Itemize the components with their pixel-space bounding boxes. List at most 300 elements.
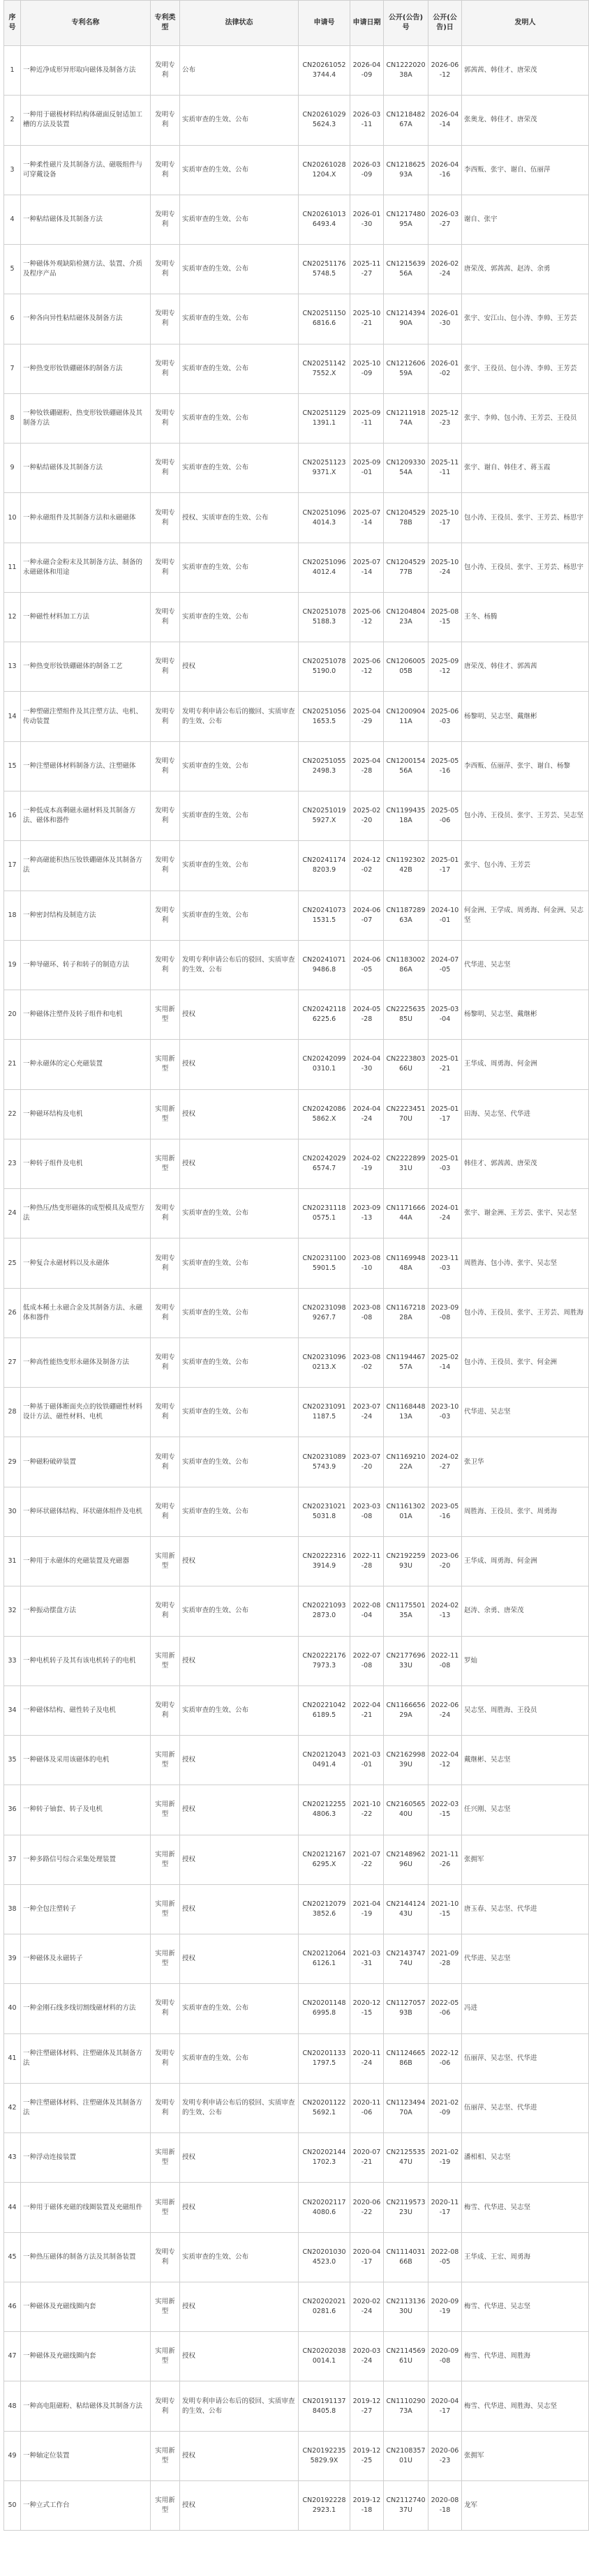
patent-name: 一种复合永磁材料以及永磁体 [21, 1238, 151, 1288]
application-date: 2021-04-19 [350, 1884, 384, 1934]
row-index: 45 [4, 2232, 21, 2282]
row-index: 18 [4, 891, 21, 940]
publication-date: 2025-05-16 [428, 741, 462, 791]
patent-name: 一种金刚石线多线切割线磁材料的方法 [21, 1984, 151, 2033]
table-row [4, 2133, 589, 2183]
publication-number: CN118728963A [384, 891, 428, 940]
row-index: 4 [4, 195, 21, 244]
patent-type: 发明专利 [151, 344, 180, 393]
patent-type: 发明专利 [151, 543, 180, 592]
patent-type: 实用新型 [151, 1736, 180, 1785]
publication-number: CN121563956A [384, 245, 428, 294]
row-index: 16 [4, 791, 21, 840]
table-row [4, 1089, 589, 1139]
patent-type: 发明专利 [151, 195, 180, 244]
publication-date: 2024-10-01 [428, 891, 462, 940]
application-number: CN202310911187.5 [299, 1388, 350, 1437]
application-number: CN201922355829.9X [299, 2431, 350, 2480]
publication-number: CN120480423A [384, 592, 428, 642]
publication-number: CN121748095A [384, 195, 428, 244]
inventors: 任兴刚、吴志坚 [462, 1785, 589, 1835]
publication-date: 2025-01-17 [428, 1089, 462, 1139]
application-date: 2024-02-19 [350, 1139, 384, 1188]
patent-type: 发明专利 [151, 444, 180, 493]
patent-type: 实用新型 [151, 1934, 180, 1984]
patent-type: 发明专利 [151, 96, 180, 145]
inventors: 周胜海、王役员、张宇、周勇海 [462, 1487, 589, 1536]
row-index: 47 [4, 2332, 21, 2381]
legal-status: 实质审查的生效、公布 [180, 791, 299, 840]
legal-status: 实质审查的生效、公布 [180, 344, 299, 393]
legal-status: 实质审查的生效、公布 [180, 891, 299, 940]
inventors: 王华成、王宏、周勇海 [462, 2232, 589, 2282]
row-index: 50 [4, 2481, 21, 2531]
application-date: 2025-06-12 [350, 592, 384, 642]
legal-status: 实质审查的生效、公布 [180, 2033, 299, 2083]
application-date: 2024-04-30 [350, 1040, 384, 1089]
legal-status: 授权 [180, 1139, 299, 1188]
application-date: 2022-11-28 [350, 1536, 384, 1586]
application-number: CN202610281204.X [299, 145, 350, 195]
patent-type: 实用新型 [151, 1040, 180, 1089]
publication-number: CN210835701U [384, 2431, 428, 2480]
publication-date: 2021-02-09 [428, 2083, 462, 2132]
patent-type: 发明专利 [151, 294, 180, 344]
publication-date: 2020-11-17 [428, 2183, 462, 2232]
table-row [4, 2431, 589, 2480]
inventors: 张宇、李帅、包小涛、王芳芸、王役员 [462, 393, 589, 443]
table-row [4, 1189, 589, 1238]
legal-status: 实质审查的生效、公布 [180, 393, 299, 443]
publication-number: CN211313630U [384, 2282, 428, 2331]
table-row [4, 1835, 589, 1884]
table-row [4, 2282, 589, 2331]
publication-number: CN120452977B [384, 543, 428, 592]
patent-name: 一种粘结磁体及其制备方法 [21, 195, 151, 244]
patent-name: 一种粘结磁体及其制备方法 [21, 444, 151, 493]
patent-table [3, 0, 589, 2531]
application-date: 2024-06-07 [350, 891, 384, 940]
inventors: 周胜海、包小涛、张宇、吴志坚 [462, 1238, 589, 1288]
patent-type: 实用新型 [151, 1785, 180, 1835]
publication-date: 2026-04-14 [428, 96, 462, 145]
row-index: 19 [4, 940, 21, 990]
application-number: CN202310215031.8 [299, 1487, 350, 1536]
table-row [4, 444, 589, 493]
publication-number: CN122202038A [384, 46, 428, 96]
inventors: 包小涛、王役员、张宇、王芳芸、周胜海 [462, 1288, 589, 1338]
patent-type: 实用新型 [151, 2431, 180, 2480]
inventors: 唐荣茂、郭茜茜、赵涛、余勇 [462, 245, 589, 294]
application-date: 2025-10-09 [350, 344, 384, 393]
application-number: CN202511506816.6 [299, 294, 350, 344]
publication-number: CN216299839U [384, 1736, 428, 1785]
patent-type: 实用新型 [151, 1536, 180, 1586]
patent-type: 发明专利 [151, 891, 180, 940]
patent-name: 一种永磁体的定心充磁装置 [21, 1040, 151, 1089]
application-number: CN202511427552.X [299, 344, 350, 393]
application-date: 2023-09-13 [350, 1189, 384, 1238]
inventors: 李西贩、张宇、谢自、伍丽萍 [462, 145, 589, 195]
publication-number: CN121191874A [384, 393, 428, 443]
row-index: 40 [4, 1984, 21, 2033]
publication-number: CN219225993U [384, 1536, 428, 1586]
patent-name: 一种转子铀套、转子及电机 [21, 1785, 151, 1835]
publication-number: CN222380366U [384, 1040, 428, 1089]
patent-type: 发明专利 [151, 245, 180, 294]
publication-date: 2025-10-24 [428, 543, 462, 592]
publication-date: 2021-10-15 [428, 1884, 462, 1934]
application-date: 2026-04-09 [350, 46, 384, 96]
patent-type: 发明专利 [151, 1189, 180, 1238]
table-row [4, 841, 589, 891]
application-number: CN202120430491.4 [299, 1736, 350, 1785]
table-row [4, 1736, 589, 1785]
application-number: CN202420990310.1 [299, 1040, 350, 1089]
application-date: 2020-02-24 [350, 2282, 384, 2331]
row-index: 37 [4, 1835, 21, 1884]
inventors: 杨黎明、吴志坚、戴继彬 [462, 990, 589, 1040]
table-row [4, 1785, 589, 1835]
application-number: CN202011331797.5 [299, 2033, 350, 2083]
publication-number: CN211274037U [384, 2481, 428, 2531]
patent-name: 一种用于永磁体的充磁装置及充磁器 [21, 1536, 151, 1586]
inventors: 张宇、谢自、韩佳才、蒋玉霞 [462, 444, 589, 493]
publication-date: 2025-10-17 [428, 493, 462, 543]
row-index: 24 [4, 1189, 21, 1238]
row-index: 36 [4, 1785, 21, 1835]
publication-number: CN112705793B [384, 1984, 428, 2033]
row-index: 33 [4, 1636, 21, 1685]
header-type: 专利类型 [151, 1, 180, 46]
table-row [4, 1884, 589, 1934]
publication-date: 2024-02-27 [428, 1437, 462, 1487]
publication-number: CN222345170U [384, 1089, 428, 1139]
inventors: 吴志坚、周胜海、王役员 [462, 1685, 589, 1735]
legal-status: 实质审查的生效、公布 [180, 1685, 299, 1735]
patent-name: 一种注塑磁体材料制备方法、注塑磁体 [21, 741, 151, 791]
application-date: 2021-10-22 [350, 1785, 384, 1835]
patent-type: 实用新型 [151, 2282, 180, 2331]
inventors: 张宇、谢金洲、王芳芸、张宇、吴志坚 [462, 1189, 589, 1238]
application-date: 2021-03-31 [350, 1934, 384, 1984]
publication-date: 2025-12-23 [428, 393, 462, 443]
row-index: 42 [4, 2083, 21, 2132]
patent-type: 发明专利 [151, 145, 180, 195]
table-row [4, 393, 589, 443]
legal-status: 授权 [180, 1536, 299, 1586]
application-number: CN202511291391.1 [299, 393, 350, 443]
patent-type: 发明专利 [151, 46, 180, 96]
patent-name: 一种环状磁体结构、环状磁体组件及电机 [21, 1487, 151, 1536]
publication-number: CN121862593A [384, 145, 428, 195]
publication-date: 2021-09-28 [428, 1934, 462, 1984]
patent-type: 发明专利 [151, 2083, 180, 2132]
row-index: 11 [4, 543, 21, 592]
inventors: 张奥龙、韩佳才、唐荣茂 [462, 96, 589, 145]
publication-number: CN217769633U [384, 1636, 428, 1685]
legal-status: 授权 [180, 2133, 299, 2183]
application-number: CN202510785188.3 [299, 592, 350, 642]
table-row [4, 2381, 589, 2431]
patent-name: 一种浮动连接装置 [21, 2133, 151, 2183]
publication-date: 2024-01-24 [428, 1189, 462, 1238]
legal-status: 实质审查的生效、公布 [180, 1238, 299, 1288]
publication-number: CN120452978B [384, 493, 428, 543]
application-number: CN202310895743.9 [299, 1437, 350, 1487]
patent-type: 发明专利 [151, 393, 180, 443]
legal-status: 实质审查的生效、公布 [180, 1487, 299, 1536]
row-index: 9 [4, 444, 21, 493]
application-number: CN201922282923.1 [299, 2481, 350, 2531]
patent-name: 一种多路信号综合采集处理装置 [21, 1835, 151, 1884]
legal-status: 授权 [180, 2183, 299, 2232]
legal-status: 授权 [180, 2282, 299, 2331]
inventors: 伍丽萍、吴志坚、代华进 [462, 2033, 589, 2083]
application-number: CN202210426189.5 [299, 1685, 350, 1735]
legal-status: 实质审查的生效、公布 [180, 294, 299, 344]
patent-type: 实用新型 [151, 1636, 180, 1685]
application-number: CN202510195927.X [299, 791, 350, 840]
table-row [4, 2083, 589, 2132]
legal-status: 授权 [180, 1934, 299, 1984]
row-index: 26 [4, 1288, 21, 1338]
table-row [4, 344, 589, 393]
inventors: 代华进、吴志坚 [462, 1388, 589, 1437]
publication-date: 2023-11-03 [428, 1238, 462, 1288]
row-index: 22 [4, 1089, 21, 1139]
application-date: 2023-08-08 [350, 1288, 384, 1338]
patent-type: 发明专利 [151, 940, 180, 990]
publication-date: 2026-04-16 [428, 145, 462, 195]
application-date: 2021-07-22 [350, 1835, 384, 1884]
inventors: 王华成、周勇海、何金洲 [462, 1040, 589, 1089]
patent-type: 发明专利 [151, 1338, 180, 1387]
inventors: 赵涛、余勇、唐荣茂 [462, 1586, 589, 1636]
application-number: CN202021174080.6 [299, 2183, 350, 2232]
legal-status: 实质审查的生效、公布 [180, 444, 299, 493]
inventors: 何金洲、王学成、周勇海、何金洲、吴志坚 [462, 891, 589, 940]
legal-status: 授权 [180, 1089, 299, 1139]
publication-date: 2022-11-08 [428, 1636, 462, 1685]
table-row [4, 543, 589, 592]
table-row [4, 1288, 589, 1338]
application-number: CN202223163914.9 [299, 1536, 350, 1586]
patent-type: 发明专利 [151, 1238, 180, 1288]
table-row [4, 1636, 589, 1685]
patent-name: 一种热压/热变形磁体的成型模具及成型方法 [21, 1189, 151, 1238]
patent-type: 发明专利 [151, 1437, 180, 1487]
header-pub-date: 公开(公告)日 [428, 1, 462, 46]
table-row [4, 145, 589, 195]
patent-type: 发明专利 [151, 1487, 180, 1536]
publication-number: CN116665629A [384, 1685, 428, 1735]
row-index: 39 [4, 1934, 21, 1984]
table-row [4, 1388, 589, 1437]
legal-status: 实质审查的生效、公布 [180, 841, 299, 891]
publication-number: CN116921022A [384, 1437, 428, 1487]
application-number: CN202510964012.4 [299, 543, 350, 592]
table-row [4, 493, 589, 543]
table-row [4, 1586, 589, 1636]
legal-status: 授权 [180, 2332, 299, 2381]
patent-type: 发明专利 [151, 1685, 180, 1735]
table-row [4, 245, 589, 294]
application-number: CN202510561653.5 [299, 692, 350, 741]
inventors: 张卫华 [462, 1437, 589, 1487]
publication-number: CN121439490A [384, 294, 428, 344]
patent-name: 一种密封结构及制造方法 [21, 891, 151, 940]
publication-date: 2025-02-14 [428, 1338, 462, 1387]
application-date: 2022-04-21 [350, 1685, 384, 1735]
application-date: 2025-10-21 [350, 294, 384, 344]
publication-date: 2025-01-21 [428, 1040, 462, 1089]
inventors: 梅雪、代华进、吴志坚 [462, 2282, 589, 2331]
publication-date: 2020-09-08 [428, 2332, 462, 2381]
inventors: 谢自、张宇 [462, 195, 589, 244]
row-index: 43 [4, 2133, 21, 2183]
row-index: 41 [4, 2033, 21, 2083]
application-number: CN202510964014.3 [299, 493, 350, 543]
application-number: CN202120793852.6 [299, 1884, 350, 1934]
row-index: 17 [4, 841, 21, 891]
inventors: 张拥军 [462, 1835, 589, 1884]
inventors: 梅雪、代华进、周胜海 [462, 2332, 589, 2381]
inventors: 代华进、吴志坚 [462, 940, 589, 990]
row-index: 25 [4, 1238, 21, 1288]
application-number: CN202420865862.X [299, 1089, 350, 1139]
table-header [4, 1, 589, 46]
application-date: 2025-06-12 [350, 642, 384, 692]
table-row [4, 1338, 589, 1387]
table-row [4, 1139, 589, 1188]
row-index: 5 [4, 245, 21, 294]
publication-number: CN116844813A [384, 1388, 428, 1437]
legal-status: 授权 [180, 2431, 299, 2480]
patent-name: 一种柔性磁片及其制备方法、磁吸组件与可穿戴设备 [21, 145, 151, 195]
application-number: CN202610523744.4 [299, 46, 350, 96]
row-index: 6 [4, 294, 21, 344]
application-date: 2023-03-08 [350, 1487, 384, 1536]
patent-type: 实用新型 [151, 1884, 180, 1934]
publication-number: CN111029073A [384, 2381, 428, 2431]
application-number: CN202221767973.3 [299, 1636, 350, 1685]
application-date: 2019-12-27 [350, 2381, 384, 2431]
application-number: CN202610295624.3 [299, 96, 350, 145]
publication-date: 2025-11-11 [428, 444, 462, 493]
legal-status: 发明专利申请公布后的撤回、实质审查的生效、公布 [180, 692, 299, 741]
legal-status: 授权 [180, 1835, 299, 1884]
publication-number: CN211456961U [384, 2332, 428, 2381]
publication-number: CN120933054A [384, 444, 428, 493]
publication-number: CN116994848A [384, 1238, 428, 1288]
inventors: 伍丽萍、吴志坚、代华进 [462, 2083, 589, 2132]
patent-name: 一种高磁能积热压钕铁硼磁体及其制备方法 [21, 841, 151, 891]
patent-name: 一种塑磁注塑组件及其注塑方法、电机、传动装置 [21, 692, 151, 741]
legal-status: 实质审查的生效、公布 [180, 543, 299, 592]
patent-name: 一种高电阻磁粉、粘结磁体及其制备方法 [21, 2381, 151, 2431]
patent-name: 一种热变形钕铁硼磁体的制备方法 [21, 344, 151, 393]
row-index: 28 [4, 1388, 21, 1437]
application-number: CN202311180575.1 [299, 1189, 350, 1238]
application-number: CN202020210281.6 [299, 2282, 350, 2331]
legal-status: 实质审查的生效、公布 [180, 2232, 299, 2282]
legal-status: 发明专利申请公布后的驳回、实质审查的生效、公布 [180, 940, 299, 990]
row-index: 38 [4, 1884, 21, 1934]
table-row [4, 2183, 589, 2232]
publication-date: 2024-07-05 [428, 940, 462, 990]
inventors: 戴继彬、吴志坚 [462, 1736, 589, 1785]
inventors: 梅雪、代华进、吴志坚 [462, 2183, 589, 2232]
inventors: 代华进、吴志坚 [462, 1934, 589, 1984]
row-index: 3 [4, 145, 21, 195]
publication-number: CN216056540U [384, 1785, 428, 1835]
legal-status: 公布 [180, 46, 299, 96]
application-date: 2026-03-09 [350, 145, 384, 195]
application-number: CN202421186225.6 [299, 990, 350, 1040]
row-index: 49 [4, 2431, 21, 2480]
publication-number: CN214412443U [384, 1884, 428, 1934]
patent-type: 实用新型 [151, 2481, 180, 2531]
patent-type: 发明专利 [151, 1586, 180, 1636]
publication-number: CN116721828A [384, 1288, 428, 1338]
publication-date: 2022-06-24 [428, 1685, 462, 1735]
publication-date: 2024-02-13 [428, 1586, 462, 1636]
inventors: 田海、吴志坚、代华进 [462, 1089, 589, 1139]
row-index: 20 [4, 990, 21, 1040]
table-row [4, 1536, 589, 1586]
publication-date: 2022-12-06 [428, 2033, 462, 2083]
legal-status: 授权 [180, 2481, 299, 2531]
publication-number: CN116130201A [384, 1487, 428, 1536]
patent-name: 一种近净成形异形取向磁体及制备方法 [21, 46, 151, 96]
row-index: 46 [4, 2282, 21, 2331]
application-number: CN202410719486.8 [299, 940, 350, 990]
publication-date: 2026-01-30 [428, 294, 462, 344]
inventors: 包小涛、王役员、张宇、王芳芸、吴志坚 [462, 791, 589, 840]
application-number: CN202310989267.7 [299, 1288, 350, 1338]
patent-name: 一种注塑磁体材料、注塑磁体及其制备方法 [21, 2033, 151, 2083]
patent-name: 一种磁粉破碎装置 [21, 1437, 151, 1487]
application-date: 2025-09-11 [350, 393, 384, 443]
table-row [4, 642, 589, 692]
patent-name: 一种钕铁硼磁粉、热变形钕铁硼磁体及其制备方法 [21, 393, 151, 443]
publication-number: CN212553547U [384, 2133, 428, 2183]
publication-date: 2021-11-26 [428, 1835, 462, 1884]
application-date: 2025-04-29 [350, 692, 384, 741]
patent-name: 一种磁体外观缺陷检测方法、装置、介质及程序产品 [21, 245, 151, 294]
row-index: 31 [4, 1536, 21, 1586]
application-date: 2024-12-02 [350, 841, 384, 891]
application-date: 2025-04-28 [350, 741, 384, 791]
application-number: CN202510785190.0 [299, 642, 350, 692]
application-date: 2019-12-18 [350, 2481, 384, 2531]
patent-name: 一种低成本高剩磁永磁材料及其制备方法、磁体和器件 [21, 791, 151, 840]
patent-name: 低成本稀土永磁合金及其制备方法、永磁体和器件 [21, 1288, 151, 1338]
legal-status: 授权 [180, 1736, 299, 1785]
patent-name: 一种振动摆盘方法 [21, 1586, 151, 1636]
legal-status: 实质审查的生效、公布 [180, 145, 299, 195]
legal-status: 授权 [180, 1040, 299, 1089]
row-index: 29 [4, 1437, 21, 1487]
table-row [4, 2232, 589, 2282]
patent-name: 一种高性能热变形永磁体及制备方法 [21, 1338, 151, 1387]
header-idx: 序号 [4, 1, 21, 46]
application-number: CN202510552498.3 [299, 741, 350, 791]
patent-name: 一种永磁组件及其制备方法和永磁磁体 [21, 493, 151, 543]
application-number: CN202122554806.3 [299, 1785, 350, 1835]
patent-type: 实用新型 [151, 2133, 180, 2183]
